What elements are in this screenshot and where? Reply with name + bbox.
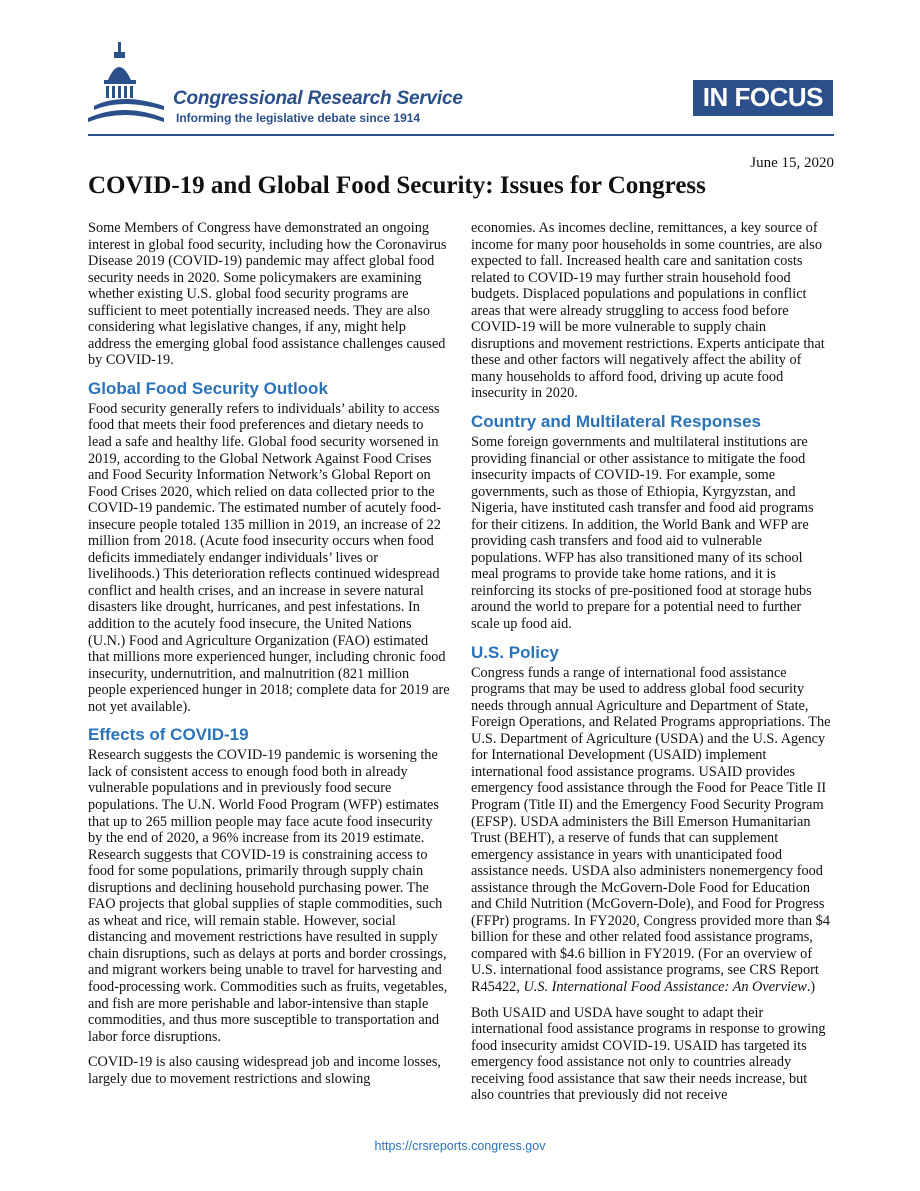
- policy-paragraph: [471, 665, 833, 996]
- footer-url[interactable]: https://crsreports.congress.gov: [374, 1139, 546, 1153]
- in-focus-badge: IN FOCUS: [693, 80, 833, 116]
- left-column: [88, 220, 450, 1096]
- adapt-paragraph: Both USAID and USDA have sought to adapt their international food assistance programs in response to growing food insecurity amidst COVID-19. USAID has targeted its emergency food assistance not only to countries already receiving food assistance that saw their needs increase, but also countries that previously did not receive: [471, 1004, 826, 1104]
- policy-text: Congress funds a range of international food assistance programs that may be used to address global food security needs through annual Agriculture and Department of State, Foreign Operations, and Related Programs appropriations. The U.S. Department of Agriculture (USDA) and the U.S. Agency for International Development (USAID) implement international food assistance programs. USAID provides emergency food assistance through the Food for Peace Title II Program (Title II) and the Emergency Food Security Program (EFSP). USDA administers the Bill Emerson Humanitarian Trust (BEHT), a reserve of funds that can supplement emergency assistance in years with unanticipated food assistance needs. USDA also administers nonemergency food assistance through the McGovern-Dole Food for Education and Child Nutrition (McGovern-Dole), and Food for Progress (FFPr) programs. In FY2020, Congress provided more than $4 billion for these and other related food assistance programs, compared with $4.6 billion in FY2019. (For an overview of U.S. international food assistance programs, see CRS Report R45422,: [471, 664, 831, 995]
- org-tagline: Informing the legislative debate since 1914: [176, 111, 421, 125]
- report-title: U.S. International Food Assistance: An Overview: [523, 978, 807, 995]
- capitol-dome-icon: [88, 40, 168, 130]
- heading-us-policy: U.S. Policy: [471, 642, 559, 662]
- page-header: [88, 40, 833, 136]
- continued-paragraph: economies. As incomes decline, remittances, a key source of income for many poor households in some countries, are also expected to fall. Increased health care and sanitation costs related to COVID-19 may further strain household food budgets. Displaced populations and populations in conflict areas that were already struggling to access food before COVID-19 will be more vulnerable to supply chain disruptions and movement restrictions. Experts anticipate that these and other factors will negatively affect the ability of many households to afford food, driving up acute food insecurity in 2020.: [471, 220, 825, 402]
- header-divider: [88, 134, 834, 136]
- outlook-paragraph: Food security generally refers to individuals’ ability to access food that meets their food preferences and dietary needs to lead a safe and healthy life. Global food security worsened in 2019, according to the Global Network Against Food Crises and Food Security Information Network’s Global Report on Food Crises 2020, which relied on data collected prior to the COVID-19 pandemic. The estimated number of acutely food-insecure people totaled 135 million in 2019, an increase of 22 million from 2018. (Acute food insecurity occurs when food deficits immediately endanger individuals’ lives or livelihoods.) This deterioration reflects continued widespread conflict and health crises, and an increase in severe natural disasters like drought, hurricanes, and pest infestations. In addition to the acutely food insecure, the United Nations (U.N.) Food and Agriculture Organization (FAO) estimated that millions more experienced hunger, including chronic food insecurity, undernutrition, and malnutrition (821 million people experienced hunger in 2018; complete data for 2019 are not yet available).: [88, 400, 450, 715]
- responses-paragraph: Some foreign governments and multilateral institutions are providing financial or other assistance to mitigate the food insecurity impacts of COVID-19. For example, some governments, such as those of Ethiopia, Kyrgyzstan, and Nigeria, have instituted cash transfer and food aid programs for their citizens. In addition, the World Bank and WFP are providing cash transfers and food aid to vulnerable populations. WFP has also transitioned many of its school meal programs to provide take home rations, and it is reinforcing its stocks of pre-positioned food at storage hubs around the world to prepare for a potential need to further scale up food aid.: [471, 434, 814, 633]
- org-name: Congressional Research Service: [173, 88, 463, 109]
- heading-effects-of-covid: Effects of COVID-19: [88, 725, 249, 745]
- heading-global-food-security-outlook: Global Food Security Outlook: [88, 378, 328, 398]
- page-title: COVID-19 and Global Food Security: Issues for Congress: [88, 172, 706, 199]
- publication-date: June 15, 2020: [750, 155, 834, 171]
- intro-paragraph: Some Members of Congress have demonstrated an ongoing interest in global food security, including how the Coronavirus Disease 2019 (COVID-19) pandemic may affect global food security needs in 2020. Some policymakers are examining whether existing U.S. global food security programs are sufficient to meet potentially increased needs. They are also considering what legislative changes, if any, might help address the emerging global food assistance challenges caused by COVID-19.: [88, 220, 447, 369]
- right-column: [471, 220, 833, 1113]
- policy-text-end: .): [806, 978, 816, 995]
- heading-country-multilateral-responses: Country and Multilateral Responses: [471, 412, 761, 432]
- effects-paragraph: Research suggests the COVID-19 pandemic is worsening the lack of consistent access to enough food both in already vulnerable populations and in previously food secure populations. The U.N. World Food Program (WFP) estimates that up to 265 million people may face acute food insecurity by the end of 2020, a 96% increase from its 2019 estimate. Research suggests that COVID-19 is constraining access to food for some populations, primarily through supply chain disruptions and declining household purchasing power. The FAO projects that global supplies of staple commodities, such as wheat and rice, will remain stable. However, social distancing and movement restrictions have resulted in supply chain disruptions, such as delays at ports and border crossings, and migrant workers being unable to travel for harvesting and food-processing work. Commodities such as fruits, vegetables, and fish are more perishable and labor-intensive than staple commodities, and thus more susceptible to transportation and labor force disruptions.: [88, 747, 448, 1045]
- jobs-paragraph: COVID-19 is also causing widespread job and income losses, largely due to movement restrictions and slowing: [88, 1054, 441, 1087]
